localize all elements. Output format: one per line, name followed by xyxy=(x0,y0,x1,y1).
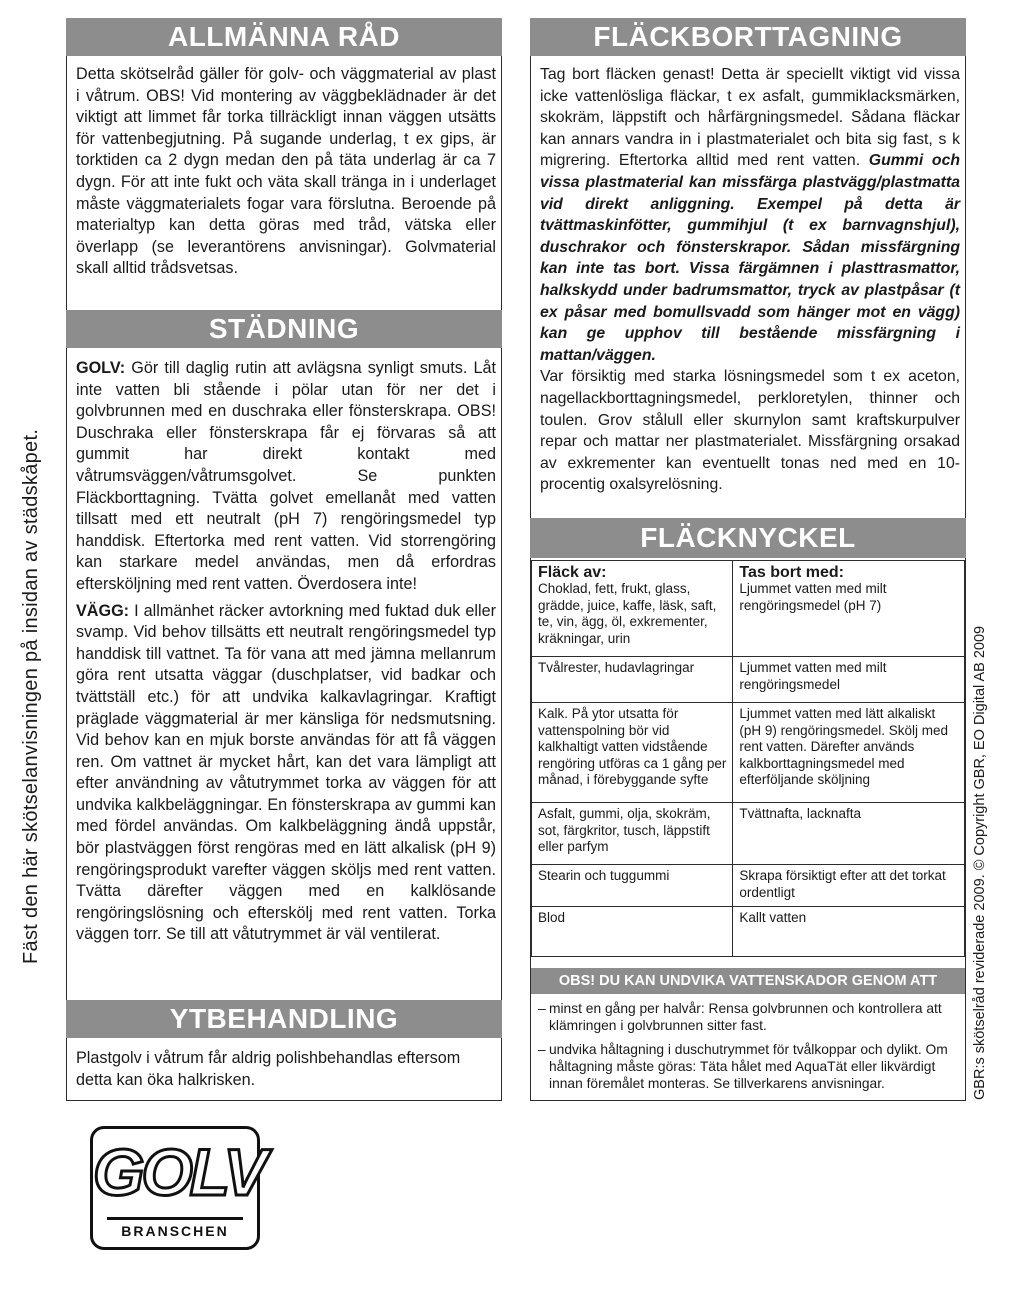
table-cell-remedy xyxy=(733,561,965,657)
table-cell-stain xyxy=(532,657,733,703)
remedy-text: Ljummet vatten med milt rengöringsmedel xyxy=(739,660,887,692)
stain-text: Blod xyxy=(538,910,566,925)
logo-subtitle: BRANSCHEN xyxy=(121,1223,229,1239)
allmanna-text xyxy=(76,64,496,280)
table-cell-remedy xyxy=(733,865,965,907)
ytbehandling-heading: YTBEHANDLING xyxy=(66,1000,502,1038)
col-head-remedy: Tas bort med: xyxy=(739,564,844,581)
table-row xyxy=(532,561,965,657)
logo-wordmark: GOLV xyxy=(93,1135,265,1209)
flackbort-intro: Tag bort fläcken genast! Detta är speciellt viktigt vid vissa icke vattenlösliga fläckar, t ex asfalt, gummiklacksmärken, skokräm, läppstift och hårfärgningsmedel. Sådana fläckar kan annars vandra in i plastmaterialet och bita sig fast, s k migrering. Eftertorka alltid med rent vatten. xyxy=(540,66,960,170)
ytbehandling-text xyxy=(76,1048,496,1091)
golv-label: GOLV: xyxy=(76,359,126,377)
table-row xyxy=(532,657,965,703)
obs-item: – minst en gång per halvår: Rensa golvbrunnen och kontrollera att klämringen i golvbrunnen sitter fast. xyxy=(538,1000,958,1034)
flacknyckel-heading: FLÄCKNYCKEL xyxy=(530,518,966,558)
remedy-text: Tvättnafta, lacknafta xyxy=(739,806,861,821)
obs-heading: OBS! DU KAN UNDVIKA VATTENSKADOR GENOM ATT xyxy=(531,968,965,994)
flackbort-warning: Gummi och vissa plastmaterial kan missfärga plastvägg/plastmatta vid direkt anliggning. Exempel på detta är tvättmaskinfötter, gummihjul (t ex barnvagnshjul), duschrakor och fönsterskrapor. Sådan missfärgning kan inte tas bort. Vissa färgämnen i plasttrasmattor, halkskydd under badrumsmattor, tryck av plastpåsar (t ex påsar med bomullsvadd som hänger mot en vägg) kan ge upphov till bestående missfärgning i mattan/väggen. xyxy=(540,152,961,364)
flackbort-paragraph-1 xyxy=(540,64,960,366)
table-cell-remedy xyxy=(733,703,965,803)
table-cell-stain xyxy=(532,907,733,957)
stain-text: Kalk. På ytor utsatta för vattenspolning bör vid kalkhaltigt vatten vidstående rengöring utföras ca 1 gång per månad, i förebyggande syfte xyxy=(538,706,727,787)
remedy-text: Kallt vatten xyxy=(739,910,807,925)
stain-text: Asfalt, gummi, olja, skokräm, sot, färgkritor, tusch, läppstift eller parfym xyxy=(538,806,711,854)
table-cell-remedy xyxy=(733,803,965,865)
vagg-label: VÄGG: xyxy=(76,601,130,620)
golvbranschen-logo xyxy=(90,1126,265,1250)
remedy-text: Ljummet vatten med milt rengöringsmedel (pH 7) xyxy=(739,581,887,613)
table-cell-remedy xyxy=(733,657,965,703)
table-cell-stain xyxy=(532,865,733,907)
flackbort-text xyxy=(540,64,960,496)
golv-text: Gör till daglig rutin att avlägsna synligt smuts. Låt inte vatten bli stående i pölar utan för ner det i golvbrunnen med en duschraka eller fönsterskrapa. OBS! Duschraka eller fönsterskrapa får ej förvaras så att gummit har direkt kontakt med våtrumsväggen/våtrumsgolvet. Se punkten Fläckborttagning. Tvätta golvet emellanåt med vatten tillsatt med ett neutralt (pH 7) rengöringsmedel typ handdisk. Eftertorka med rent vatten. Vid storrengöring kan starkare medel användas, men då erfordras eftersköljning med rent vatten. Överdosera inte! xyxy=(76,359,496,593)
table-cell-stain xyxy=(532,703,733,803)
obs-list xyxy=(538,1000,958,1099)
table-cell-remedy xyxy=(733,907,965,957)
table-row xyxy=(532,907,965,957)
stadning-heading: STÄDNING xyxy=(66,310,502,348)
table-cell-stain xyxy=(532,561,733,657)
flackbort-heading: FLÄCKBORTTAGNING xyxy=(530,18,966,56)
table-row xyxy=(532,703,965,803)
stain-text: Choklad, fett, frukt, glass, grädde, juice, kaffe, läsk, saft, te, vin, ägg, öl, exkrementer, kräkningar, urin xyxy=(538,581,717,646)
remedy-text: Skrapa försiktigt efter att det torkat ordentligt xyxy=(739,868,946,900)
table-cell-stain xyxy=(532,803,733,865)
stadning-text xyxy=(76,358,496,946)
stain-text: Tvålrester, hudavlagringar xyxy=(538,660,695,675)
ytbehandling-paragraph: Plastgolv i våtrum får aldrig polishbehandlas eftersom detta kan öka halkrisken. xyxy=(76,1049,461,1089)
col-head-stain: Fläck av: xyxy=(538,564,607,581)
allmanna-paragraph: Detta skötselråd gäller för golv- och väggmaterial av plast i våtrum. OBS! Vid montering av väggbeklädnader är det viktigt att limmet får torka tillräckligt innan väggen utsätts för vattenbegjutning. På sugande underlag, t ex gips, är torktiden ca 2 dygn medan den på täta underlag är ca 7 dygn. För att inte fukt och väta skall tränga in i underlaget måste väggmaterialets fogar vara förslutna. Beroende på materialtyp kan detta göras med tråd, vätska eller överlapp (se leverantörens anvisningar). Golvmaterial skall alltid trådsvetsas. xyxy=(76,65,496,278)
vagg-paragraph xyxy=(76,601,496,947)
allmanna-heading: ALLMÄNNA RÅD xyxy=(66,18,502,56)
golv-paragraph xyxy=(76,358,496,596)
flackbort-paragraph-2: Var försiktig med starka lösningsmedel som t ex aceton, nagellackborttagningsmedel, perkloretylen, thinner och toulen. Grov stålull eller skurnylon samt kraftskurpulver repar och mattar ner plastmaterialet. Missfärgning orsakad av exkrementer kan eventuellt tonas ned med en 10-procentig oxalsyrelösning. xyxy=(540,368,960,494)
stain-text: Stearin och tuggummi xyxy=(538,868,670,883)
copyright-note: GBR:s skötselråd reviderade 2009. © Copyright GBR, EO Digital AB 2009 xyxy=(972,625,988,1100)
obs-item: – undvika håltagning i duschutrymmet för tvålkoppar och dylikt. Om håltagning måste göras: Täta hålet med AquaTät eller likvärdigt innan föremålet monteras. Se tillverkarens anvisningar. xyxy=(538,1041,958,1092)
table-row xyxy=(532,865,965,907)
vagg-text: I allmänhet räcker avtorkning med fuktad duk eller svamp. Vid behov tillsätts ett neutralt rengöringsmedel typ handdisk till vattnet. Ta för vana att med jämna mellanrum göra rent utsatta väggar (duschplatser, vid badkar och tvättställ etc.) för att undvika kalkavlagringar. Kraftigt präglade väggmaterial är mer känsliga för nedsmutsning. Vid behov kan en mjuk borste användas för att få väggen ren. Om vattnet är mycket hårt, kan det vara lämpligt att efter användning av våtutrymmet torka av väggen för att undvika kalkbeläggningar. En fönsterskrapa av gummi kan med fördel användas. Om kalkbeläggning ändå uppstår, bör plastväggen först rengöras med en lätt alkalisk (pH 9) rengöringsprodukt varefter väggen sköljs med rent vatten. Tvätta därefter väggen med en kalklösande rengöringslösning och efterskölj med rent vatten. Torka väggen torr. Se till att våtutrymmet är väl ventilerat. xyxy=(76,601,496,944)
logo-divider xyxy=(107,1217,243,1220)
table-row xyxy=(532,803,965,865)
sidebar-note-left: Fäst den här skötselanvisningen på insidan av städskåpet. xyxy=(20,428,42,964)
stain-key-table xyxy=(531,560,965,957)
remedy-text: Ljummet vatten med lätt alkaliskt (pH 9) rengöringsmedel. Skölj med rent vatten. Därefter används kalkborttagningsmedel med efterföljande sköljning xyxy=(739,706,948,787)
